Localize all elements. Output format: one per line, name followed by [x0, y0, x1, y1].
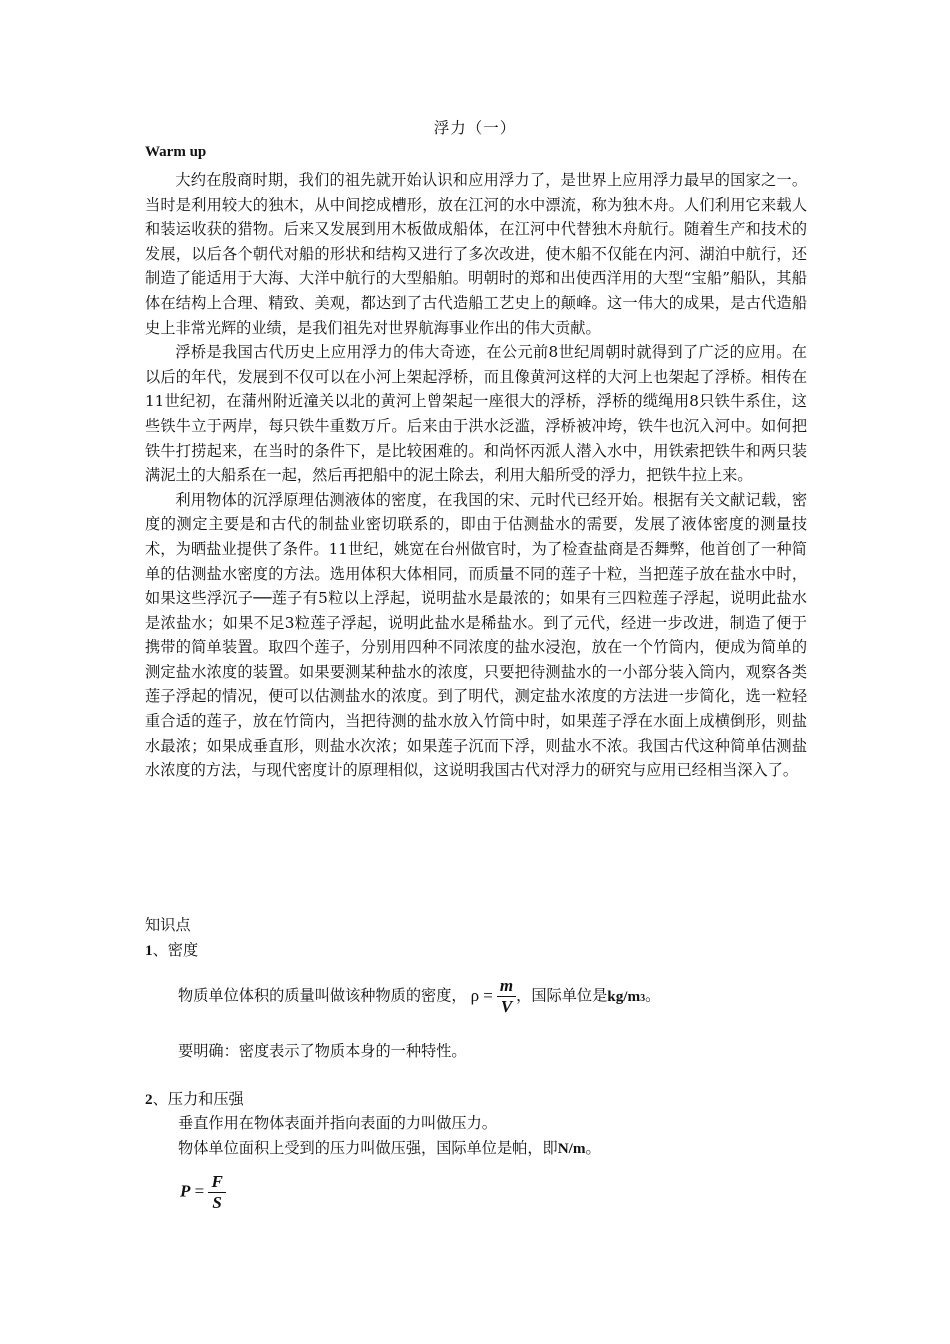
density-definition-text: 物质单位体积的质量叫做该种物质的密度，: [178, 986, 467, 1005]
section-number: 1: [145, 942, 153, 959]
density-unit: [607, 988, 645, 1005]
section-number: 2: [145, 1091, 153, 1108]
pressure-fraction: [208, 1172, 225, 1213]
page-title: 浮力（一）: [433, 119, 517, 137]
pressure-definition-text: 物体单位面积上受到的压力叫做压强，国际单位是帕，即: [178, 1139, 558, 1157]
paragraph-2: 浮桥是我国古代历史上应用浮力的伟大奇迹，在公元前8世纪周朝时就得到了广泛的应用。在以后的年代，发展到不仅可以在小河上架起浮桥，而且像黄河这样的大河上也架起了浮桥。相传在11世纪初，在蒲州附近潼关以北的黄河上曾架起一座很大的浮桥，浮桥的缆绳用8只铁牛系住，这些铁牛立于两岸，每只铁牛重数万斤。后来由于洪水泛滥，浮桥被冲垮，铁牛也沉入河中。如何把铁牛打捞起来，在当时的条件下，是比较困难的。和尚怀丙派人潜入水中，用铁索把铁牛和两只装满泥土的大船系在一起，然后再把船中的泥土除去，利用大船所受的浮力，把铁牛拉上来。: [145, 343, 807, 485]
density-unit-exponent: 3: [640, 992, 646, 1004]
pressure-formula-lhs: P: [180, 1181, 191, 1201]
density-unit-base: kg/m: [607, 987, 641, 1005]
section-title: 、密度: [152, 941, 199, 959]
section-pressure-heading: [145, 1088, 244, 1109]
paragraph-1: 大约在殷商时期，我们的祖先就开始认识和应用浮力了，是世界上应用浮力最早的国家之一。当时是利用较大的独木，从中间挖成槽形，放在江河的水中漂流，称为独木舟。人们利用它来载人和装运收获的猎物。后来又发展到用木板做成船体，在江河中代替独木舟航行。随着生产和技术的发展，以后各个朝代对船的形状和结构又进行了多次改进，使木船不仅能在内河、湖泊中航行，还制造了能适用于大海、大洋中航行的大型船舶。明朝时的郑和出使西洋用的大型“宝船”船队，其船体在结构上合理、精致、美观，都达到了古代造船工艺史上的颠峰。这一伟大的成果，是古代造船史上非常光辉的业绩，是我们祖先对世界航海事业作出的伟大贡献。: [145, 171, 807, 337]
density-fraction: [497, 976, 516, 1017]
pressure-denominator: S: [212, 1193, 222, 1212]
section-density-heading: [145, 939, 198, 960]
pressure-definition: [178, 1137, 601, 1158]
density-definition-end: 。: [645, 986, 661, 1005]
pressure-unit: N/m: [557, 1140, 586, 1157]
warmup-heading: Warm up: [145, 144, 207, 160]
pressure-force-definition: 垂直作用在物体表面并指向表面的力叫做压力。: [178, 1114, 497, 1132]
section-title: 、压力和压强: [152, 1090, 244, 1108]
pressure-numerator: F: [208, 1172, 225, 1193]
density-numerator: m: [497, 976, 516, 997]
density-unit-label: ，国际单位是: [516, 986, 608, 1005]
density-formula-lhs: ρ =: [470, 985, 493, 1005]
density-denominator: V: [500, 997, 513, 1016]
pressure-formula: [180, 1172, 226, 1213]
density-definition: [178, 976, 660, 1017]
paragraph-3: 利用物体的沉浮原理估测液体的密度，在我国的宋、元时代已经开始。根据有关文献记载，密度的测定主要是和古代的制盐业密切联系的，即由于估测盐水的需要，发展了液体密度的测量技术，为晒盐业提供了条件。11世纪，姚宽在台州做官时，为了检查盐商是否舞弊，他首创了一种简单的估测盐水密度的方法。选用体积大体相同，而质量不同的莲子十粒，当把莲子放在盐水中时，如果这些浮沉子──莲子有5粒以上浮起，说明盐水是最浓的；如果有三四粒莲子浮起，说明此盐水是浓盐水；如果不足3粒莲子浮起，说明此盐水是稀盐水。到了元代，经进一步改进，制造了便于携带的简单装置。取四个莲子，分别用四种不同浓度的盐水浸泡，放在一个竹筒内，便成为简单的测定盐水浓度的装置。如果要测某种盐水的浓度，只要把待测盐水的一小部分装入筒内，观察各类莲子浮起的情况，便可以估测盐水的浓度。到了明代，测定盐水浓度的方法进一步简化，选一粒轻重合适的莲子，放在竹筒内，当把待测的盐水放入竹筒中时，如果莲子浮在水面上成横倒形，则盐水最浓；如果成垂直形，则盐水次浓；如果莲子沉而下浮，则盐水不浓。我国古代这种简单估测盐水浓度的方法，与现代密度计的原理相似，这说明我国古代对浮力的研究与应用已经相当深入了。: [145, 490, 807, 780]
pressure-definition-end: 。: [585, 1139, 601, 1157]
density-note: 要明确：密度表示了物质本身的一种特性。: [178, 1042, 467, 1060]
warmup-body: [145, 168, 807, 783]
knowledge-heading: 知识点: [145, 916, 191, 934]
pressure-formula-eq: =: [194, 1181, 205, 1201]
